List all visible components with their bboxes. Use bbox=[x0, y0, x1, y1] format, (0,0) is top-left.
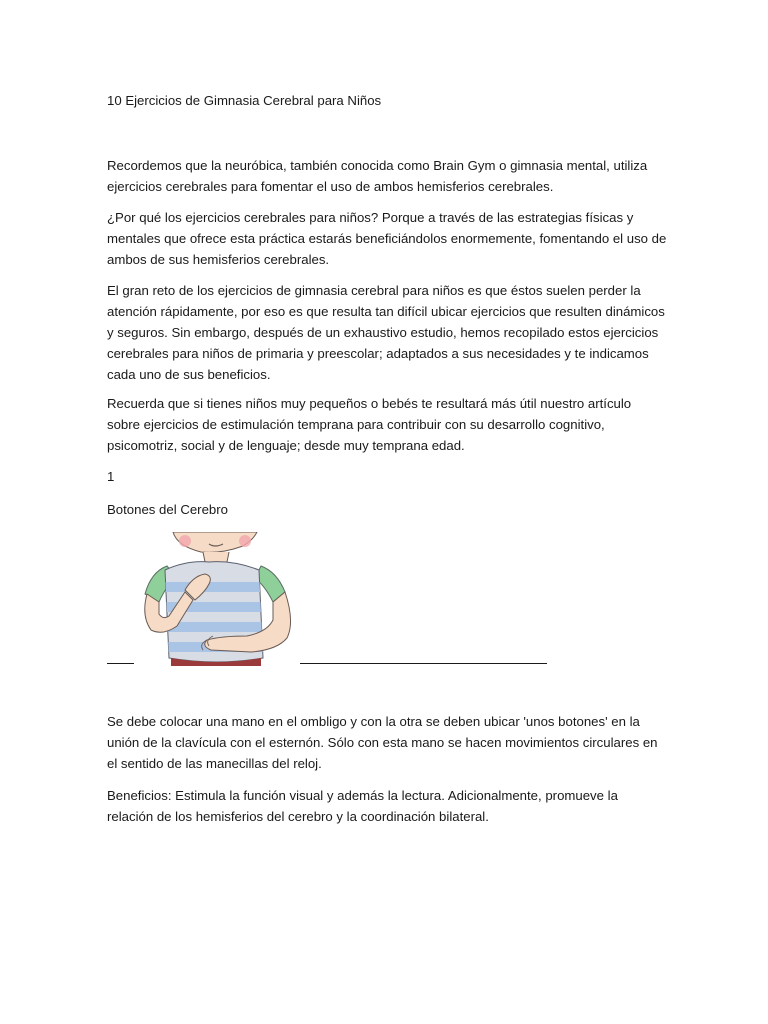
intro-paragraph-3: El gran reto de los ejercicios de gimnasia cerebral para niños es que éstos suelen perder la atención rápidamente, por eso es que resulta tan difícil ubicar ejercicios que resulten dinámicos y seguros. Sin embargo, después de un exhaustivo estudio, hemos recopilado estos ejercicios cerebrales para niños de primaria y preescolar; adaptados a sus necesidades y te indicamos cada uno de sus beneficios. bbox=[107, 283, 665, 382]
underline-rule-short bbox=[107, 663, 134, 664]
exercise-benefits: Beneficios: Estimula la función visual y además la lectura. Adicionalmente, promueve la relación de los hemisferios del cerebro y la coordinación bilateral. bbox=[107, 788, 618, 824]
exercise-number: 1 bbox=[107, 469, 115, 484]
intro-paragraph-4: Recuerda que si tienes niños muy pequeños o bebés te resultará más útil nuestro artículo sobre ejercicios de estimulación temprana para contribuir con su desarrollo cognitivo, psicomotriz, social y de lenguaje; desde muy temprana edad. bbox=[107, 396, 632, 453]
intro-paragraph-1: Recordemos que la neuróbica, también conocida como Brain Gym o gimnasia mental, utiliza ejercicios cerebrales para fomentar el uso de ambos hemisferios cerebrales. bbox=[107, 158, 648, 194]
document-title: 10 Ejercicios de Gimnasia Cerebral para Niños bbox=[107, 93, 382, 108]
exercise-title: Botones del Cerebro bbox=[107, 502, 228, 517]
child-brain-buttons-illustration bbox=[137, 532, 297, 666]
exercise-description: Se debe colocar una mano en el ombligo y con la otra se deben ubicar 'unos botones' en la unión de la clavícula con el esternón. Sólo con esta mano se hacen movimientos circulares en el sentido de las manecillas del reloj. bbox=[107, 714, 658, 771]
intro-paragraph-2: ¿Por qué los ejercicios cerebrales para niños? Porque a través de las estrategias físicas y mentales que ofrece esta práctica estarás beneficiándolos enormemente, fomentando el uso de ambos de sus hemisferios cerebrales. bbox=[107, 210, 667, 267]
underline-rule-long bbox=[300, 663, 547, 664]
